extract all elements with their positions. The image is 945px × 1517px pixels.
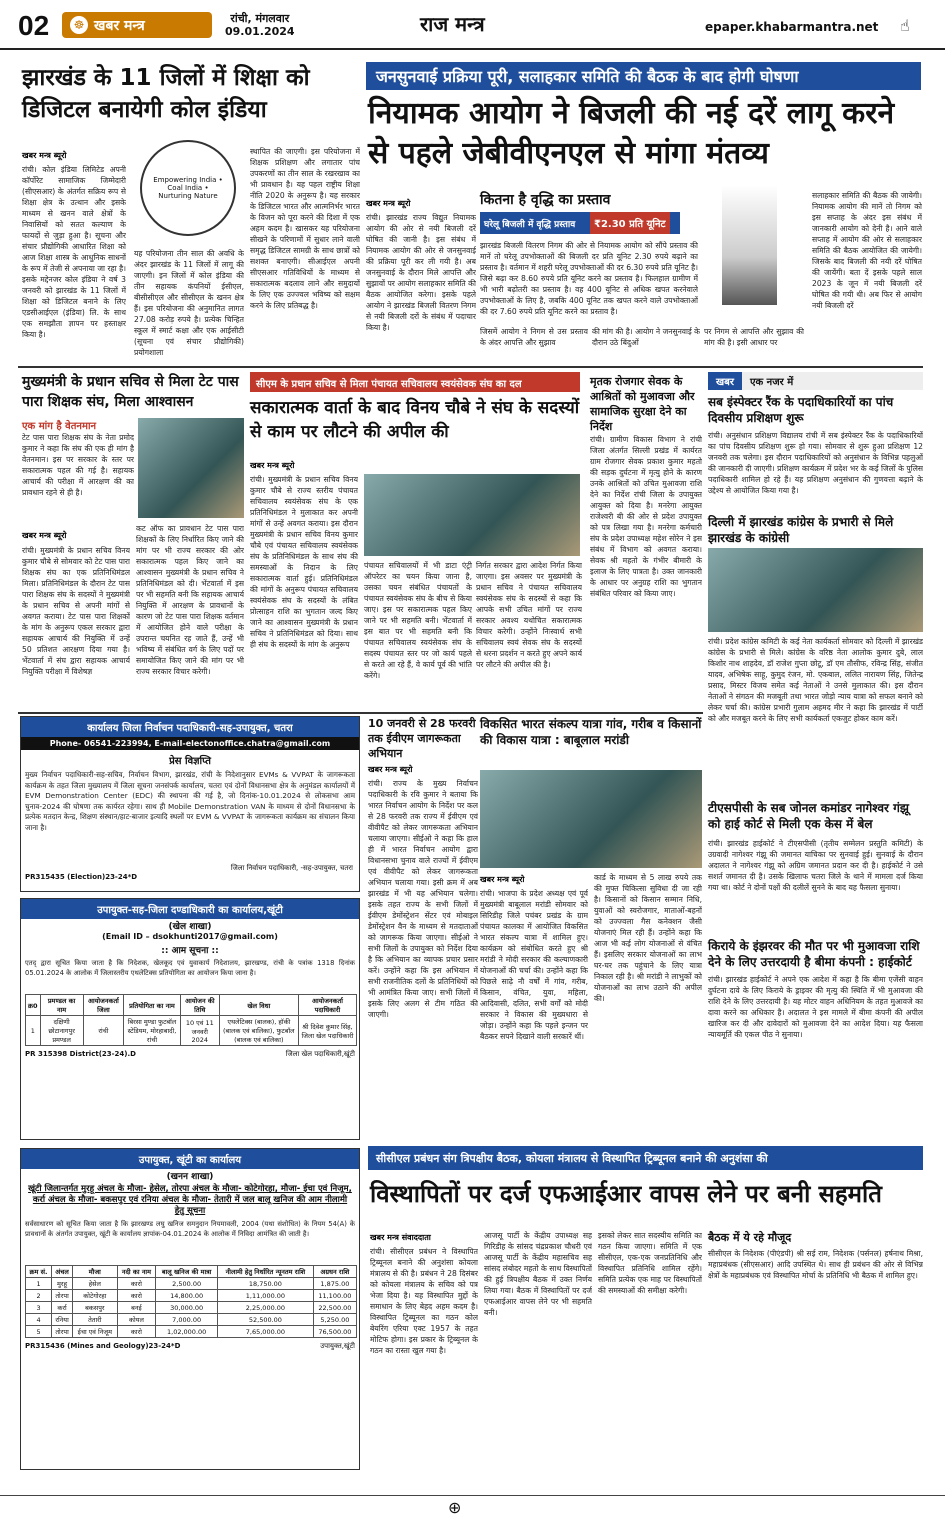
bulb-icon	[722, 185, 777, 305]
col-header: आयोजनकर्ता जिला	[83, 995, 123, 1016]
ad-title: :: आम सूचना ::	[161, 946, 219, 956]
ad-sign: उपायुक्त,खूंटी	[320, 1342, 355, 1350]
cell: 7,65,000.00	[218, 1326, 314, 1338]
col-header: नीलामी हेतु निर्धारित न्यूनतम राशि	[218, 1266, 314, 1278]
article-text: सलाहकार समिति की बैठक की जायेगी। नियामक आयोग की मानें तो निगम को इस सप्ताह के अंदर इस संबंध में जानकारी आयोग को देनी है। आने वाले सप्ताह में आयोग की ओर से सलाहकार समिति की बैठक आयोजित की जायेगी। जिसके बाद बिजली की नयी दरें घोषित की जायेंगी। बता दें इसके पहले साल 2023 के जून में नयी बिजली दरें घोषित की गयी थी। अब फिर से आयोग नयी बिजली दरें	[812, 191, 922, 310]
cell: 1	[26, 1016, 41, 1046]
ad-text: सर्वसाधारण को सूचित किया जाता है कि झारखण्ड लघु खनिज समनुदान नियमावली, 2004 (यथा संशोधित) के नियम 54(A) के प्रावधानों के अंतर्गत उपायुक्त, खूंटी के कार्यालय ज्ञापांक-04.01.2024 के आलोक में निविदा आमंत्रित की जाती है।	[25, 1220, 355, 1238]
brand-name: खबर मन्त्र	[94, 17, 145, 34]
article-text: आजसू पार्टी के केंद्रीय उपाध्यक्ष सह गिरिडीह के सांसद चंद्रप्रकाश चौधरी एवं आजसू पार्टी के केंद्रीय महासचिव सह सांसद लंबोदर महतो के साथ विस्थापितों की हुई त्रिपक्षीय बैठक में उक्त निर्णय लिया गया। बैठक में विस्थापितों पर दर्ज एफआईआर वापस लेने पर भी सहमति बनी।	[484, 1231, 592, 1317]
ad-email: (Email ID – dsokhunti2017@gmail.com)	[102, 932, 278, 941]
cell: 5,250.00	[313, 1314, 356, 1326]
congress-photo	[708, 548, 923, 632]
page-number: 02	[18, 10, 50, 41]
article-text: पर निगम से आपत्ति और सुझाव की मांग की है। इसी आधार पर	[704, 327, 804, 347]
footer	[0, 1495, 945, 1517]
ad-code: PR 315398 District(23-24).D	[25, 1050, 136, 1058]
article-text: रांची। सीसीएल प्रबंधन ने विस्थापित ट्रिब्यूनल बनाने की अनुशंसा कोयला मंत्रालय से की है। प्रबंधन ने 28 दिसंबर को कोयला मंत्रालय के सचिव को पत्र भेजा दिया है। यह विस्थापित मुद्दों के समाधान के लिए बेहद अहम कदम है। विस्थापित ट्रिब्यूनल का गठन कोल बेयरिंग एरिया एक्ट 1957 के तहत मोटिफ होगा। इस प्रकार के ट्रिब्यूनल के गठन का रास्ता खुल गया है।	[370, 1247, 478, 1355]
article-text: रांची। झारखंड हाईकोर्ट ने टीएसपीसी (तृतीय सम्मेलन प्रस्तुति कमिटी) के उग्रवादी नागेश्वर गंझू की जमानत याचिका पर सुनवाई हुई। सुनवाई के दौरान अदालत ने नागेश्वर गंझू को अग्रिम जमानत प्रदान कर दी है। हाईकोर्ट ने उसे सशर्त जमानत दी है। उसके खिलाफ चतरा जिले के थाने में मामला दर्ज किया गया था। कोर्ट ने दोनों पक्षों की दलीलें सुनने के बाद यह फैसला सुनाया।	[708, 839, 923, 892]
brand-logo-icon: ☸	[70, 16, 88, 34]
cell: 18,750.00	[218, 1278, 314, 1290]
cell: 7,000.00	[156, 1314, 218, 1326]
info-box	[22, 418, 134, 518]
col-header: बालू खनिज की मात्रा	[156, 1266, 218, 1278]
brief-banner	[708, 372, 923, 390]
cell: तोरपा	[52, 1326, 73, 1338]
article-text: रांची। झारखंड हाईकोर्ट ने अपने एक आदेश में कहा है कि बीमा एजेंसी वाहन दुर्घटना दावे के लिए किराये के ड्राइवर की मृत्यु की स्थिति में भी मुआवजा की राशि देने के लिए उत्तरदायी है। यह मोटर वाहन अधिनियम के तहत मुआवजे का दावा करने का अधिकार है। अदालत ने इस मामले में बीमा कंपनी की अपील खारिज कर दी और दावेदारों को मुआवजा देने का आदेश दिया। यह फैसला न्यायमूर्ति की एकल पीठ ने सुनाया।	[708, 975, 923, 1039]
ad-office: उपायुक्त-सह-जिला दण्डाधिकारी का कार्यालय,खूंटी	[21, 899, 359, 919]
ad-contact: Phone- 06541-223994, E-mail-electonoffice.chatra@gmail.com	[21, 737, 359, 750]
article-text: रांची। राज्य के मुख्य निर्वाचन पदाधिकारी के रवि कुमार ने बताया कि भारत निर्वाचन आयोग के निर्देश पर कल से 28 फरवरी तक राज्य में ईवीएम एवं वीवीपैट को लेकर जागरूकता अभियान चलाया जाएगा। सीईओ ने कहा कि हाल ही में भारत निर्वाचन आयोग द्वारा विधानसभा चुनाव वाले राज्यों में ईवीएम एवं वीवीपैट को लेकर जागरूकता अभियान चलाया गया। इसी क्रम में अब झारखंड में भी यह अभियान चलेगा। इसके तहत राज्य के सभी जिलों में ईवीएम डेमोंस्ट्रेशन सेंटर एवं मोबाइल डेमोंस्ट्रेशन वैन के माध्यम से मतदाताओं को जागरूक किया जाएगा। सीईओ ने सभी जिलों के उपायुक्त को निर्देश दिया है कि अभियान का व्यापक प्रचार प्रसार करें। उन्होंने कहा कि इस अभियान में सभी राजनीतिक दलों के प्रतिनिधियों को भी आमंत्रित किया जाए। सभी जिलों में इसके लिए अलग से टीम गठित की जाएगी।	[368, 779, 478, 1019]
ad-heading: खूंटी जिलान्तर्गत मुरहू अंचल के मौजा- हेसेल, तोरपा अंचल के मौजा- कोटेगोरहा, मौजा- ईचा एवं निजूम, कर्रा अंचल के मौजा- बकसपुर एवं रनिया अंचल के मौजा- तेतारी में जल बालू खनिज की आम नीलामी हेतु सूचना	[28, 1184, 352, 1216]
rally-photo	[480, 770, 702, 868]
ad-text: मुख्य निर्वाचन पदाधिकारी-सह-सचिव, निर्वाचन विभाग, झारखंड, रांची के निदेशानुसार EVMs & VVPAT के जागरूकता कार्यक्रम के तहत जिला मुख्यालय में जिला सूचना जनसंपर्क कार्यालय, चतरा एवं दोनों विधानसभा क्षेत्र के अनुमंडल कार्यालयों में EVM Demonstration Center (EDC) की स्थापना की गई है, जो दिनांक-10.01.2024 से लोकसभा आम चुनाव-2024 की घोषणा तक कार्यरत रहेगा। साथ ही Mobile Demonstration VAN के माध्यम से दोनों विधानसभा के प्रत्येक मतदान केन्द्र, शिक्षण संस्थान/हाट-बाजार इत्यादि स्थलों पर EVM & VVPAT के जागरूकता कार्यक्रम का संचालन किया जाना है।	[25, 770, 355, 832]
table-row	[26, 1016, 357, 1046]
byline: खबर मन्त्र संवाददाता	[370, 1233, 431, 1242]
byline: खबर मन्त्र ब्यूरो	[366, 199, 411, 208]
cell: बनई	[117, 1302, 156, 1314]
ad-sub: (खेल शाखा)	[168, 922, 212, 932]
ad-code: PR315435 (Election)23-24*D	[25, 873, 138, 881]
article-text: रांची। प्रदेश कांग्रेस कमिटी के कई नेता कार्यकर्ता सोमवार को दिल्ली में झारखंड कांग्रेस के प्रभारी से मिले। कांग्रेस के वरिष्ठ नेता आलोक कुमार दुबे, लाल किशोर नाथ शाहदेव, डॉ राजेश गुप्ता छोटू, डॉ एम तौसीफ, रविन्द्र सिंह, संजीत यादव, अभिषेक साहू, कुमुद रंजन, मो. एकबाल, ललित नारायण सिंह, जितेन्द्र प्रसाद, मिस्टर विजय समेत कई नेताओं ने उनसे मुलाकात की। इस दौरान नेताओं ने संगठन की मजबूती तथा भारत जोड़ो न्याय यात्रा को सफल बनाने को लेकर चर्चा की। कांग्रेस प्रभारी गुलाम अहमद मीर ने कहा कि झारखंड में पार्टी को और मजबूत करने के लिए सभी कार्यकर्ता एकजुट होकर काम करें।	[708, 637, 923, 723]
headline: मुख्यमंत्री के प्रधान सचिव से मिला टेट पास पारा शिक्षक संघ, मिला आश्वासन	[22, 374, 239, 410]
headline: विस्थापितों पर दर्ज एफआईआर वापस लेने पर बनी सहमति	[370, 1180, 882, 1208]
cell: 14,800.00	[156, 1290, 218, 1302]
col-header: अंचल	[52, 1266, 73, 1278]
headline: झारखंड के 11 जिलों में शिक्षा को डिजिटल बनायेगी कोल इंडिया	[22, 65, 310, 123]
ad-mining	[20, 1148, 360, 1470]
issue-date: 09.01.2024	[225, 25, 295, 38]
cell: 1,875.00	[313, 1278, 356, 1290]
col-header: प्रतियोगिता का नाम	[124, 995, 181, 1016]
registration-mark-icon: ⊕	[448, 1498, 462, 1517]
byline: खबर मन्त्र ब्यूरो	[368, 765, 413, 774]
cell: 2	[26, 1290, 52, 1302]
col-header: आयोजनकर्ता पदाधिकारी	[298, 995, 356, 1016]
kicker: सीसीएल प्रबंधन संग त्रिपक्षीय बैठक, कोयला मंत्रालय से विस्थापित ट्रिब्यूनल बनाने की अनुशंसा की	[368, 1146, 923, 1170]
article-coal-india	[22, 62, 360, 126]
article-text: रांची। मुख्यमंत्री के प्रधान सचिव विनय कुमार चौबे से सोमवार को टेट पास पारा शिक्षक संघ का एक प्रतिनिधिमंडल मिला। प्रतिनिधिमंडल के दौरान टेट पास पारा शिक्षक संघ के सदस्यों ने मुख्यमंत्री के प्रधान सचिव से अपनी मांगों से अवगत कराया। टेट पास पारा शिक्षकों के मांग के अनुरूप एकल सरकार द्वारा सहायक आचार्य की नियुक्ति में उन्हें 50 प्रतिशत आरक्षण दिया गया है। भेंटवार्ता में संघ द्वारा सहायक आचार्य नियुक्ति परीक्षा में विशेषज्ञ	[22, 546, 130, 676]
divider	[18, 712, 703, 714]
box-text: सीसीएल के निदेशक (पीएंडपी) श्री सई राम, निदेशक (पर्सनल) हर्षनाथ मिश्रा, महाप्रबंधक (सीएसआर) आदि उपस्थित थे। साथ ही प्रबंधन की ओर से विभिन्न क्षेत्रों के महाप्रबंधक एवं विस्थापित मोर्चा के प्रतिनिधि भी बैठक में शामिल हुए।	[708, 1249, 923, 1280]
byline: खबर मन्त्र ब्यूरो	[480, 875, 525, 884]
headline: मृतक रोजगार सेवक के आश्रितों को मुआवजा और सामाजिक सुरक्षा देने का निर्देश	[590, 375, 695, 433]
article-text: रांची। मुख्यमंत्री के प्रधान सचिव विनय कुमार चौबे से राज्य स्तरीय पंचायत सचिवालय स्वयंसेवक संघ के एक प्रतिनिधिमंडल ने मुलाकात कर अपनी मांगों से उन्हें अवगत कराया। इस दौरान मुख्यमंत्री के प्रधान सचिव विनय कुमार चौबे एवं पंचायत सचिवालय स्वयंसेवक संघ के प्रतिनिधिमंडल के साथ संघ की समस्याओं के निदान के लिए सकारात्मक वार्ता हुई। प्रतिनिधिमंडल की मांगों के अनुरूप पंचायत सचिवालय स्वयंसेवक संघ के सदस्यों के लंबित प्रोत्साहन राशि का भुगतान जल्द किए जाने का आश्वासन मुख्यमंत्री के प्रधान सचिव ने प्रतिनिधिमंडल को दिया। साथ ही संघ के सदस्यों के मांग के अनुरूप	[250, 475, 358, 649]
cell: कोटेगोरहा	[73, 1290, 118, 1302]
col-header: अग्रधन राशि	[313, 1266, 356, 1278]
article-text: इसको लेकर सात सदस्यीय समिति का गठन किया जाएगा। समिति में एक सीसीएल, एक-एक जनप्रतिनिधि और विस्थापित प्रतिनिधि शामिल रहेंगे। समिति प्रत्येक एक माह पर विस्थापितों की समस्याओं की समीक्षा करेगी।	[598, 1231, 702, 1295]
table-row	[26, 1290, 357, 1302]
cell: 1,11,000.00	[218, 1290, 314, 1302]
table-row	[26, 1278, 357, 1290]
col-header: प्रमण्डल का नाम	[40, 995, 83, 1016]
rate-amount: ₹2.30 प्रति यूनिट	[590, 212, 670, 234]
city-day: रांची, मंगलवार	[230, 12, 290, 25]
article-text: रांची। कोल इंडिया लिमिटेड अपनी कॉर्पोरेट सामाजिक जिम्मेदारी (सीएसआर) के अंतर्गत सक्रिय रूप से शिक्षा क्षेत्र के उत्थान और इसके माध्यम से खनन वाले क्षेत्रों के निवासियों को सतत कल्याण के फायदों से जुड़ा हुआ है। सूचना और संचार प्रौद्योगिकी आधारित शिक्षा को आज शिक्षा शास्त्र के आधुनिक साधनों के रूप में तेजी से अपनाया जा रहा है। इसके मद्देनजर कोल इंडिया ने वर्ष 3 जनवरी को झारखंड के 11 जिलों में शिक्षा को डिजिटल बनाने के लिए एडसीआईएल (इंडिया) लि. के साथ एक समझौता ज्ञापन पर हस्ताक्षर किया है।	[22, 165, 126, 339]
ad-election	[20, 716, 360, 892]
cell: एथलेटिक्स (बालक), हॉकी (बालक एवं बालिका), फुटबॉल (बालक एवं बालिका)	[219, 1016, 298, 1046]
cell: 52,500.00	[218, 1314, 314, 1326]
cell: कोयल	[117, 1314, 156, 1326]
cell: दक्षिणी छोटानागपुर प्रमण्डल	[40, 1016, 83, 1046]
cell: 30,000.00	[156, 1302, 218, 1314]
cell: कारो	[117, 1278, 156, 1290]
cell: 10 एवं 11 जनवरी 2024	[180, 1016, 219, 1046]
box-title: एक मांग है वेतनमान	[22, 421, 97, 432]
cell: तोरपा	[52, 1290, 73, 1302]
rate-label: घरेलू बिजली में वृद्धि प्रस्ताव	[484, 220, 576, 230]
divider	[18, 366, 923, 368]
ad-office: कार्यालय जिला निर्वाचन पदाधिकारी-सह-उपायुक्त, चतरा	[21, 717, 359, 737]
box-text: झारखंड बिजली वितरण निगम की ओर से नियामक आयोग को सौंपे प्रस्ताव की मानें तो घरेलू उपभोक्ताओं की बिजली दर प्रति यूनिट 2.30 रुपये बढ़ाने का प्रस्ताव है। वर्तमान में शहरी घरेलू उपभोक्ताओं की दर 6.30 रुपये प्रति यूनिट है। जिसे बढ़ा कर 8.60 रुपये प्रति यूनिट करने का प्रस्ताव है। फिलहाल ग्रामीण में भी भारी बढ़ोतरी का प्रस्ताव है। वह 400 यूनिट से अधिक खपत करनेवाले उपभोक्ताओं के लिए है, जबकि 400 यूनिट तक खपत करने वाले उपभोक्ताओं की दर 7.60 रुपये प्रति यूनिट करने का प्रस्ताव है।	[480, 241, 698, 316]
box-title: कितना है वृद्धि का प्रस्ताव	[480, 192, 611, 208]
cell: 2,500.00	[156, 1278, 218, 1290]
article-text: की मांग की है। आयोग ने जनसुनवाई के दौरान उठे बिंदुओं	[592, 327, 700, 347]
ad-sub: (खनन शाखा)	[166, 1172, 214, 1182]
ad-sports	[20, 898, 360, 1140]
cell: 76,500.00	[313, 1326, 356, 1338]
article-text: रांची। अनुसंधान प्रशिक्षण विद्यालय रांची में सब इंस्पेक्टर रैंक के पदाधिकारियों का पांच दिवसीय प्रशिक्षण शुरू हो गया। सोमवार से शुरू हुआ प्रशिक्षण 12 जनवरी तक चलेगा। इस दौरान पदाधिकारियों को अनुसंधान के विभिन्न पहलुओं की जानकारी दी जाएगी। प्रशिक्षण कार्यक्रम में प्रदेश भर के कई जिलों के पुलिस पदाधिकारी शामिल हो रहे हैं। यह प्रशिक्षण अनुसंधान की गुणवत्ता बढ़ाने के उद्देश्य से आयोजित किया गया है।	[708, 431, 923, 495]
headline: टीएसपीसी के सब जोनल कमांडर नागेश्वर गंझू को हाई कोर्ट से मिली एक केस में बेल	[708, 801, 909, 831]
ad-sign: जिला निर्वाचन पदाधिकारी, -सह-उपायुक्त, चतरा	[230, 864, 353, 872]
table-row	[26, 1326, 357, 1338]
delegation-photo	[364, 474, 580, 556]
box-text: टेट पास पारा शिक्षक संघ के नेता प्रमोद कुमार ने कहा कि संघ की एक ही मांग है वेतनमान। इस पर सरकार के स्तर पर सकारात्मक पहल की गई है। सहायक आचार्य की परीक्षा में आरक्षण की का प्रावधान रहने से ही है।	[22, 433, 134, 497]
brand-bar	[62, 12, 212, 38]
col-header: क्रम सं.	[26, 1266, 52, 1278]
table-row	[26, 1314, 357, 1326]
article-text: कट ऑफ का प्रावधान टेट पास पारा शिक्षकों के लिए निर्धारित किए जाने की मांग पर भी राज्य सरकार की ओर सकारात्मक पहल किए जाने का आश्वासन मुख्यमंत्री के प्रधान सचिव ने प्रतिनिधिमंडल को दी। भेंटवार्ता में इस पर भी सहमति बनी कि सहायक आचार्य नियुक्ति में आरक्षण के प्रावधानों के कारण जो टेट पास पारा शिक्षक वर्तमान में आयोजित होने वाले परीक्षा के उपरान्त चयनित रह जाते हैं, उन्हें भी भविष्य में संबंधित वर्ग के लिए पदों पर समायोजित किए जाने की मांग पर भी राज्य सरकार विचार करेगी।	[136, 524, 244, 676]
article-text: रांची। भाजपा के प्रदेश अध्यक्ष एवं पूर्व मुख्यमंत्री बाबूलाल मरांडी सोमवार को सिरिडीह जिले पचंबर प्रखंड के ग्राम पंचायत कालका में आयोजित विकसित भारत संकल्प यात्रा में शामिल हुए। कार्यक्रम को संबोधित करते हुए श्री मरांडी ने मोदी सरकार की कल्याणकारी योजनाओं की चर्चा की। उन्होंने कहा कि पिछले साढ़े नौ वर्षों में गांव, गरीब, किसान, वंचित, युवा, महिला, आदिवासी, दलित, सभी वर्गों को मोदी सरकार ने विकास की मुख्यधारा से जोड़ा। उन्होंने कहा कि पहले इन्जन पर बैठकर सपने दिखाने वाली सरकारें थीं।	[480, 889, 588, 1041]
article-text: स्थापित की जाएगी। इस परियोजना में शिक्षक प्रशिक्षण और लगातार पांच उपकरणों का तीन साल के रखरखाव का भी प्रावधान है। यह पहल राष्ट्रीय शिक्षा नीति 2020 के अनुरूप है। यह सरकार के डिजिटल भारत और आत्मनिर्भर भारत के विजन को पूरा करने की दिशा में एक अहम कदम है। खासकर यह परियोजना सीखने के परिणामों में सुधार लाने वाली समृद्ध डिजिटल सामग्री के साथ छात्रों को सशक्त बनाएगी। सीआईएल अपनी सीएसआर गतिविधियों के माध्यम से सकारात्मक बदलाव लाने और समुदायों के लिए एक उज्ज्वल भविष्य को सक्षम करने के लिए प्रतिबद्ध है।	[250, 147, 360, 310]
table-header	[26, 1266, 357, 1278]
article-text: यह परियोजना तीन साल की अवधि के अंदर झारखंड के 11 जिलों में लागू की जाएगी। इन जिलों में कोल इंडिया की तीन सहायक कंपनियों ईसीएल, बीसीसीएल और सीसीएल के खनन क्षेत्र हैं। इस परियोजना की अनुमानित लागत 27.08 करोड़ रुपये है। प्रत्येक चिन्हित स्कूल में स्मार्ट कक्षा और एक आईसीटी (सूचना एवं संचार प्रौद्योगिकी) प्रयोगशाला	[134, 249, 244, 357]
col-header: आयोजन की तिथि	[180, 995, 219, 1016]
rate-banner	[480, 212, 680, 234]
article-text: जिसमें आयोग ने निगम से उस प्रस्ताव के अंदर आपत्ति और सुझाव	[480, 327, 588, 347]
tag2-label: एक नजर में	[742, 372, 923, 390]
cell: रनिया	[52, 1314, 73, 1326]
headline: विकसित भारत संकल्प यात्रा गांव, गरीब व किसानों की विकास यात्रा : बाबूलाल मरांडी	[480, 717, 702, 747]
headline: नियामक आयोग ने बिजली की नई दरें लागू करने से पहले जेबीवीएनएल से मांगा मंतव्य	[368, 96, 895, 171]
cell: 5	[26, 1326, 52, 1338]
cell: मुरहू	[52, 1278, 73, 1290]
ad-title: प्रेस विज्ञप्ति	[169, 756, 211, 767]
auction-table	[25, 1265, 357, 1338]
col-header: नदी का नाम	[117, 1266, 156, 1278]
dateline	[225, 12, 295, 38]
cursor-icon: ☝	[900, 16, 910, 35]
headline: सकारात्मक वार्ता के बाद विनय चौबे ने संघ के सदस्यों से काम पर लौटने की अपील की	[250, 398, 580, 442]
cell: कारो	[117, 1290, 156, 1302]
byline: खबर मन्त्र ब्यूरो	[22, 151, 67, 160]
person-photo	[138, 418, 244, 518]
cell: 22,500.00	[313, 1302, 356, 1314]
byline: खबर मन्त्र ब्यूरो	[22, 531, 67, 540]
cell: 4	[26, 1314, 52, 1326]
ad-text: एतद् द्वारा सूचित किया जाता है कि निदेशक, खेलकूद एवं युवाकार्य निदेशालय, झारखण्ड, रांची के पत्रांक 1318 दिनांक 05.01.2024 के आलोक में जिलास्तरीय एथलेटिक्स प्रतियोगिता का आयोजन किया जाना है।	[25, 959, 355, 977]
headline: दिल्ली में झारखंड कांग्रेस के प्रभारी से मिले झारखंड के कांग्रेसी	[708, 515, 894, 545]
cell: रांची	[83, 1016, 123, 1046]
section-title: राज मन्त्र	[420, 12, 485, 36]
col-header: खेल विधा	[219, 995, 298, 1016]
box-title: बैठक में ये रहे मौजूद	[708, 1231, 792, 1244]
col-header: क्र0	[26, 995, 41, 1016]
cell: बिरसा मुण्डा फुटबॉल स्टेडियम, मोरहाबादी, रांची	[124, 1016, 181, 1046]
kicker: जनसुनवाई प्रक्रिया पूरी, सलाहकार समिति की बैठक के बाद होगी घोषणा	[366, 62, 921, 90]
table-header	[26, 995, 357, 1016]
headline: सब इंस्पेक्टर रैंक के पदाधिकारियों का पांच दिवसीय प्रशिक्षण शुरू	[708, 395, 894, 425]
ad-office: उपायुक्त, खूंटी का कार्यालय	[21, 1149, 359, 1169]
cell: ईचा एवं निजूम	[73, 1326, 118, 1338]
ad-code: PR315436 (Mines and Geology)23-24*D	[25, 1342, 181, 1350]
col-header: मौजा	[73, 1266, 118, 1278]
headline: किराये के इंझरवर की मौत पर भी मुआवजा राशि देने के लिए उत्तरदायी है बीमा कंपनी : हाईकोर्ट	[708, 939, 920, 969]
article-text: पंचायत सचिवालयों में भी डाटा एंट्री ऑपरेटर का चयन किया जाना है, उसका चयन संबंधित पंचायतों के पंचायत स्वयंसेवक संघ के बीच से किया जाए। इस पर सकारात्मक पहल किए जाने पर भी सहमति बनी। भेंटवार्ता में इस बात पर भी सहमति बनी कि पंचायत सचिवालय स्वयंसेवक संघ के सदस्य पंचायत स्तर पर जो कार्य पहले से करते आ रहे हैं, वे कार्य पूर्व की भांति करेंगे।	[364, 561, 472, 680]
cell: तेतारी	[73, 1314, 118, 1326]
sports-table	[25, 994, 357, 1046]
article-text: निर्गत सरकार द्वारा आदेश निर्गत किया जाएगा। इस अवसर पर मुख्यमंत्री के प्रधान सचिव ने पंचायत सचिवालय स्वयंसेवक संघ के सदस्यों से कहा कि आपके सभी उचित मांगों पर राज्य सरकार अवश्य यथोचित सकारात्मक विचार करेगी। उन्होंने निःस्वार्थ सभी सचिवालय स्वयं सेवक संघ के सदस्यों से धरना प्रदर्शन न करते हुए अपने कार्य पर लौटने की अपील की है।	[476, 561, 582, 669]
cell: 1	[26, 1278, 52, 1290]
cell: कर्रा	[52, 1302, 73, 1314]
cell: कारो	[117, 1326, 156, 1338]
tag-label: खबर	[708, 372, 742, 390]
byline: खबर मन्त्र ब्यूरो	[250, 461, 295, 470]
kicker: सीएम के प्रधान सचिव से मिला पंचायत सचिवालय स्वयंसेवक संघ का दल	[250, 372, 580, 392]
cell: 3	[26, 1302, 52, 1314]
coal-india-logo-icon	[140, 140, 236, 236]
logo-text: Empowering India • Coal India • Nurturing Nature	[153, 176, 223, 200]
cell: 11,100.00	[313, 1290, 356, 1302]
article-text: रांची। ग्रामीण विकास विभाग ने रांची जिला अंतर्गत सिल्ली प्रखंड में कार्यरत ग्राम रोजगार सेवक प्रकाश कुमार महतो की सड़क दुर्घटना में मृत्यु होने के कारण उनके आश्रितों को उचित मुआवजा राशि देने का निर्देश रांची जिला के उपायुक्त आयुक्त को दिया है। मनरेगा आयुक्त राजेश्वरी बी की ओर से प्रदेश उपायुक्त को पत्र लिखा गया है। मनरेगा कर्मचारी संघ के प्रदेश उपाध्यक्ष महेश सोरेन ने इस संबंध में विभाग को अवगत कराया। सेवक श्री महतो के गंभीर बीमारी के इलाज के लिए पात्रता है। उक्त जानकारी के आधार पर अनुग्रह राशि का भुगतान संबंधित परिवार को किया जाए।	[590, 435, 702, 598]
cell: बकसपुर	[73, 1302, 118, 1314]
cell: 1,02,000.00	[156, 1326, 218, 1338]
masthead	[0, 0, 945, 50]
epaper-link[interactable]: epaper.khabarmantra.net	[705, 20, 879, 34]
article-text: रांची। झारखंड राज्य विद्युत नियामक आयोग की ओर से नयी बिजली दरें घोषित की जानी है। इस संबंध में नियामक आयोग की ओर से जनसुनवाई की प्रक्रिया पूरी कर ली गयी है। अब जनसुनवाई के दौरान मिले आपत्ति और सुझावों पर आयोग सलाहकार समिति की बैठक आयोजित करेगा। इसके पहले आयोग ने झारखंड बिजली वितरण निगम से नयी बिजली दरों के संबंध में पदाचार किया है।	[366, 213, 476, 332]
cell: श्री दिवेश कुमार सिंह, जिला खेल पदाधिकारी	[298, 1016, 356, 1046]
table-row	[26, 1302, 357, 1314]
cell: हेसेल	[73, 1278, 118, 1290]
ad-sign: जिला खेल पदाधिकारी,खूंटी	[285, 1050, 355, 1058]
headline: 10 जनवरी से 28 फरवरी तक ईवीएम जागरूकता अभियान	[368, 717, 476, 760]
cell: 2,25,000.00	[218, 1302, 314, 1314]
article-text: कार्ड के माध्यम से 5 लाख रुपये तक की मुफ्त चिकित्सा सुविधा दी जा रही है। किसानों को किसान सम्मान निधि, युवाओं को स्वरोजगार, माताओं-बहनों को उज्ज्वला गैस कनेक्शन जैसी योजनाएं मिल रही हैं। उन्होंने कहा कि आज भी कई लोग योजनाओं से वंचित हैं। इसलिए सरकार योजनाओं का लाभ घर-घर तक पहुंचाने के लिए यात्रा निकाल रही है। श्री मरांडी ने लाभुकों को योजनाओं का लाभ उठाने की अपील की।	[594, 873, 702, 1003]
